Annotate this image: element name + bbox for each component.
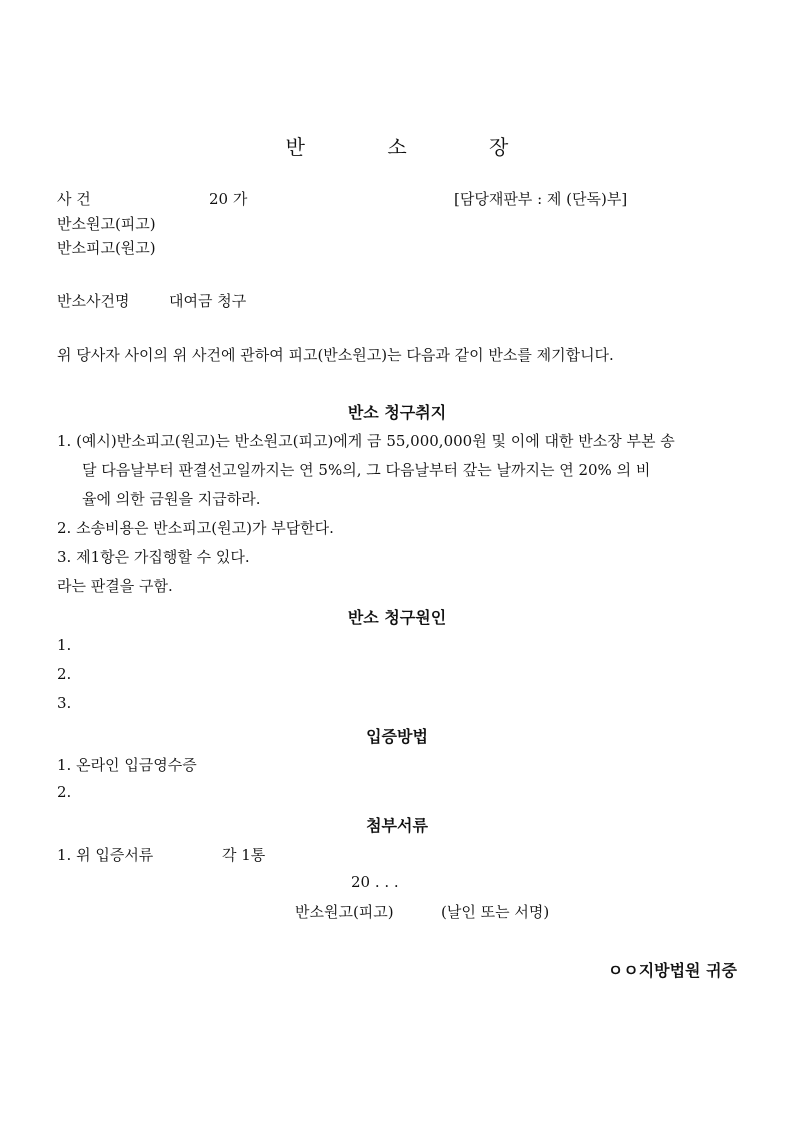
counter-defendant: 반소피고(원고): [57, 239, 156, 257]
case-name-label: 반소사건명: [57, 292, 130, 310]
claim-cause-item: 2.: [57, 665, 72, 683]
signature-note: (날인 또는 서명): [441, 903, 550, 921]
signature-party: 반소원고(피고): [295, 903, 394, 921]
evidence-item: 2.: [57, 783, 72, 801]
court-division: [담당재판부 : 제 (단독)부]: [454, 190, 628, 208]
attachment-item-count: 각 1통: [222, 846, 266, 864]
claim-purpose-body: [57, 427, 737, 601]
court-addressee: ㅇㅇ지방법원 귀중: [607, 961, 737, 980]
evidence-heading: 입증방법: [366, 727, 428, 746]
claim-purpose-heading: 반소 청구취지: [347, 403, 447, 422]
evidence-item: 1. 온라인 입금영수증: [57, 756, 197, 774]
filing-date: 20 . . .: [351, 873, 399, 891]
claim-cause-item: 1.: [57, 636, 72, 654]
case-label: 사 건: [57, 190, 91, 208]
document-title: 반 소 장: [285, 135, 547, 159]
claim-cause-heading: 반소 청구원인: [347, 608, 447, 627]
claim-purpose-item: 3. 제1항은 가집행할 수 있다.: [57, 548, 250, 566]
claim-cause-item: 3.: [57, 694, 72, 712]
counter-plaintiff: 반소원고(피고): [57, 215, 156, 233]
claim-purpose-item: 율에 의한 금원을 지급하라.: [82, 490, 261, 508]
claim-purpose-item: 라는 판결을 구함.: [57, 577, 173, 595]
intro-text: 위 당사자 사이의 위 사건에 관하여 피고(반소원고)는 다음과 같이 반소를 제기합니다.: [57, 346, 614, 364]
case-name-value: 대여금 청구: [169, 292, 247, 310]
attachments-heading: 첨부서류: [366, 816, 428, 835]
claim-purpose-item: 달 다음날부터 판결선고일까지는 연 5%의, 그 다음날부터 갚는 날까지는 연 20% 의 비: [82, 461, 651, 479]
claim-purpose-item: 2. 소송비용은 반소피고(원고)가 부담한다.: [57, 519, 334, 537]
attachment-item-label: 1. 위 입증서류: [57, 846, 154, 864]
claim-purpose-item: 1. (예시)반소피고(원고)는 반소원고(피고)에게 금 55,000,000원 및 이에 대한 반소장 부본 송: [57, 432, 675, 450]
case-number: 20 가: [209, 190, 248, 208]
